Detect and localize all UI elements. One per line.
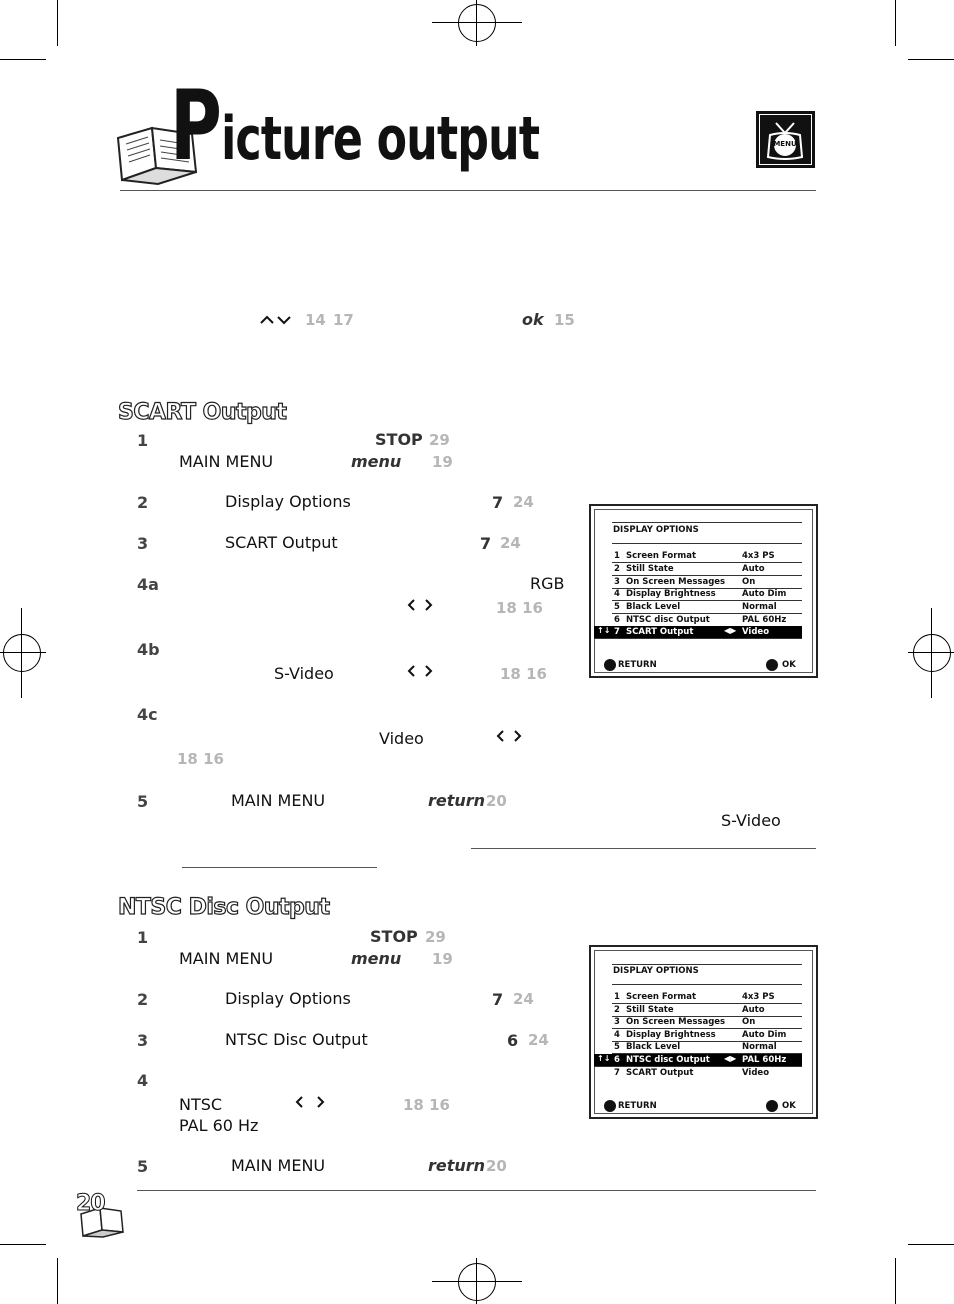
ref-number: 24 <box>528 1031 549 1049</box>
scart-output-heading: SCART Output <box>118 400 287 425</box>
up-down-select-icon: ↑↓ <box>597 626 611 635</box>
ref-number: 24 <box>513 990 534 1008</box>
step-number: 2 <box>137 990 149 1009</box>
crop-mark <box>908 59 954 60</box>
key-number: 7 <box>492 493 504 512</box>
ref-number: 18 16 <box>177 750 224 768</box>
left-right-triangle-icon: ◀▶ <box>724 626 737 635</box>
page-title-rest: icture output <box>221 104 540 174</box>
page-number: 20 <box>76 1191 105 1216</box>
return-key-label: return <box>428 791 486 810</box>
menu-key-label: menu <box>351 452 402 471</box>
osd-display-options-scart <box>589 504 818 678</box>
crop-mark <box>0 59 46 60</box>
ref-number: 20 <box>486 792 507 810</box>
main-menu-text: MAIN MENU <box>231 1156 326 1175</box>
ref-number: 18 16 <box>496 599 543 617</box>
stop-key-label: STOP <box>370 927 418 946</box>
ref-number: 29 <box>429 431 450 449</box>
osd-row: 3 On Screen Messages On <box>612 576 802 589</box>
page-title <box>170 70 540 182</box>
ref-number: 19 <box>432 453 453 471</box>
step-number: 4a <box>137 575 159 594</box>
osd-row: 2 Still State Auto <box>612 563 802 576</box>
ok-icon <box>766 1100 778 1112</box>
ref-number: 17 <box>333 311 354 329</box>
osd-row: 4 Display Brightness Auto Dim <box>612 588 802 601</box>
rgb-text: RGB <box>530 574 565 593</box>
osd-row: 4 Display Brightness Auto Dim <box>612 1029 802 1042</box>
menu-icon-label: MENU <box>773 140 797 148</box>
header-rule <box>120 190 816 191</box>
step-number: 4c <box>137 705 158 724</box>
osd-row: 7 SCART Output Video <box>614 1068 770 1078</box>
s-video-note: S-Video <box>721 811 781 830</box>
osd-display-options-ntsc <box>589 945 818 1119</box>
crop-mark <box>0 1244 46 1245</box>
section-divider <box>182 867 377 868</box>
osd-row-selected: ↑↓ 6 NTSC disc Output ◀▶ PAL 60Hz <box>594 1054 802 1067</box>
step-number: 3 <box>137 1031 149 1050</box>
osd-row: 2 Still State Auto <box>612 1004 802 1017</box>
ntsc-disc-output-heading: NTSC Disc Output <box>118 895 330 920</box>
main-menu-text: MAIN MENU <box>231 791 326 810</box>
key-number: 6 <box>507 1031 519 1050</box>
step-number: 1 <box>137 431 149 450</box>
video-text: Video <box>379 729 424 748</box>
step-number: 3 <box>137 534 149 553</box>
step-number: 5 <box>137 792 149 811</box>
crop-mark <box>57 0 58 46</box>
menu-tv-icon <box>756 111 815 168</box>
left-right-arrows-icon <box>294 1094 328 1114</box>
ok-icon <box>766 659 778 671</box>
key-number: 7 <box>492 990 504 1009</box>
osd-row: 5 Black Level Normal <box>612 601 802 614</box>
osd-return-label: RETURN <box>618 660 657 670</box>
step-number: 5 <box>137 1157 149 1176</box>
step-number: 1 <box>137 928 149 947</box>
footer-rule <box>137 1190 816 1191</box>
return-key-label: return <box>428 1156 486 1175</box>
main-menu-text: MAIN MENU <box>179 949 274 968</box>
ok-key-label: ok <box>522 310 544 329</box>
ntsc-disc-output-text: NTSC Disc Output <box>225 1030 368 1049</box>
osd-row: 6 NTSC disc Output PAL 60Hz <box>612 614 802 627</box>
left-right-arrows-icon <box>406 663 434 683</box>
step-number: 2 <box>137 493 149 512</box>
ref-number: 19 <box>432 950 453 968</box>
note-rule <box>471 848 816 849</box>
main-menu-text: MAIN MENU <box>179 452 274 471</box>
ntsc-text: NTSC <box>179 1095 223 1114</box>
up-down-arrows-icon <box>258 313 294 327</box>
ref-number: 20 <box>486 1157 507 1175</box>
osd-ok-label: OK <box>782 660 796 670</box>
crop-mark <box>895 0 896 46</box>
step-number: 4 <box>137 1071 149 1090</box>
key-number: 7 <box>480 534 492 553</box>
step-number: 4b <box>137 640 160 659</box>
scart-output-text: SCART Output <box>225 533 338 552</box>
osd-ok-label: OK <box>782 1101 796 1111</box>
ref-number: 18 16 <box>403 1096 450 1114</box>
stop-key-label: STOP <box>375 430 423 449</box>
display-options-text: Display Options <box>225 989 351 1008</box>
osd-return-label: RETURN <box>618 1101 657 1111</box>
left-right-triangle-icon: ◀▶ <box>724 1054 737 1063</box>
page-title-initial: P <box>170 70 222 182</box>
osd-row: 3 On Screen Messages On <box>612 1016 802 1029</box>
pal-60hz-text: PAL 60 Hz <box>179 1116 259 1135</box>
osd-row: 1 Screen Format 4x3 PS <box>612 991 802 1004</box>
ref-number: 29 <box>425 928 446 946</box>
osd-row: 1 Screen Format 4x3 PS <box>612 550 802 563</box>
crop-mark <box>57 1258 58 1304</box>
menu-key-label: menu <box>351 949 402 968</box>
left-right-arrows-icon <box>495 728 523 748</box>
ref-number: 15 <box>554 311 575 329</box>
up-down-select-icon: ↑↓ <box>597 1054 611 1063</box>
osd-title: DISPLAY OPTIONS <box>613 525 699 535</box>
osd-row: 5 Black Level Normal <box>612 1041 802 1054</box>
return-icon <box>604 1100 616 1112</box>
ref-number: 24 <box>513 493 534 511</box>
ref-number: 18 16 <box>500 665 547 683</box>
ref-number: 24 <box>500 534 521 552</box>
s-video-text: S-Video <box>274 664 334 683</box>
display-options-text: Display Options <box>225 492 351 511</box>
crop-mark <box>908 1244 954 1245</box>
ref-number: 14 <box>305 311 326 329</box>
osd-title: DISPLAY OPTIONS <box>613 966 699 976</box>
left-right-arrows-icon <box>406 597 434 617</box>
return-icon <box>604 659 616 671</box>
osd-row-selected: ↑↓ 7 SCART Output ◀▶ Video <box>594 626 802 639</box>
crop-mark <box>895 1258 896 1304</box>
